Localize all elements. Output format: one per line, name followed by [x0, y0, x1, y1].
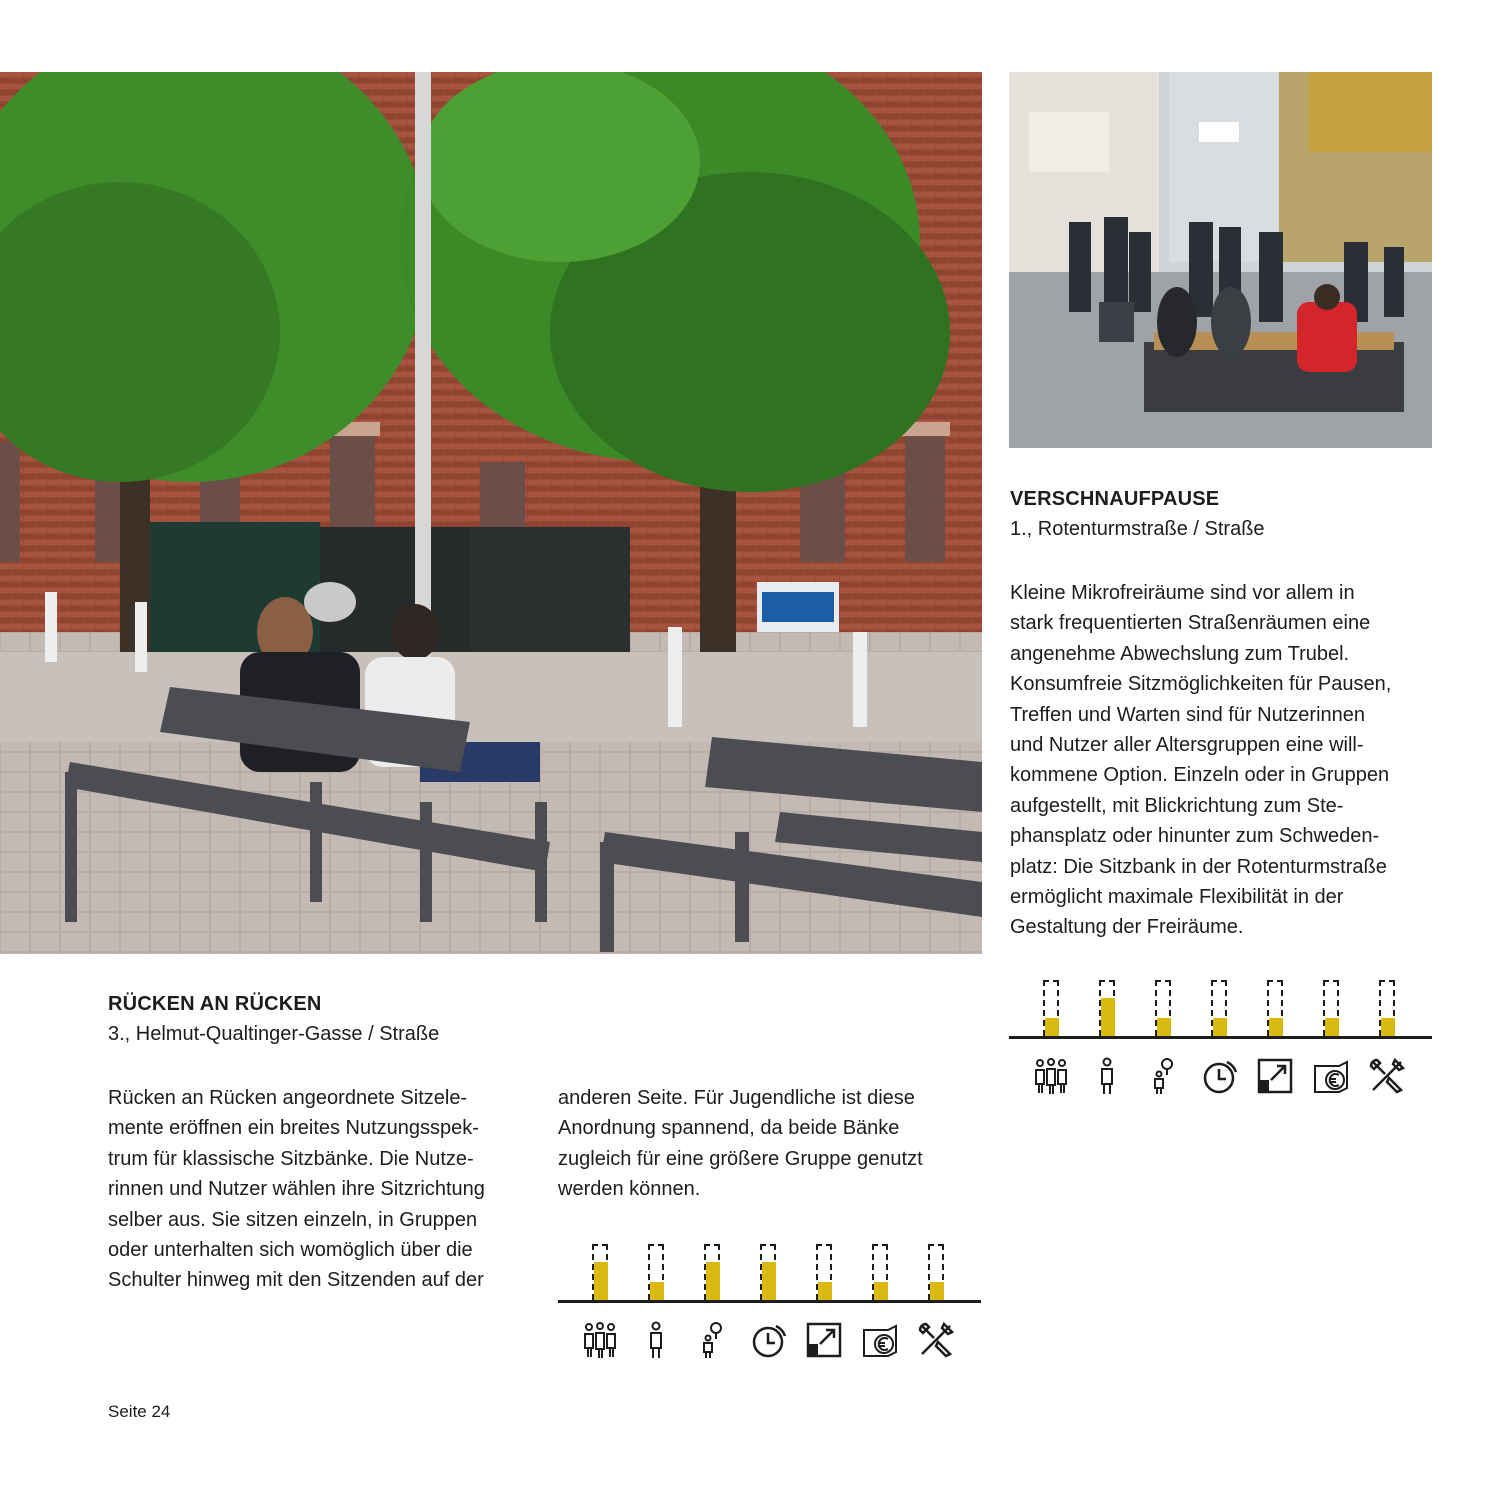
euro-cash-icon [1311, 1056, 1351, 1096]
body-line: Konsumfreie Sitzmöglichkeiten für Pausen, [1010, 673, 1392, 696]
rating-bar-fill [706, 1262, 720, 1300]
rating-bar-fill [1101, 998, 1115, 1036]
body-line: anderen Seite. Für Jugendliche ist diese [558, 1087, 915, 1109]
rating-bar-fill [594, 1262, 608, 1300]
child-icon [1143, 1056, 1183, 1096]
body-line: Schulter hinweg mit den Sitzenden auf der [108, 1269, 484, 1292]
rating-chart-right [1009, 976, 1432, 1106]
body-line: Treffen und Warten sind für Nutzerinnen [1010, 703, 1365, 726]
rating-bar [592, 1244, 608, 1300]
section-left-body-col2 [558, 1083, 988, 1205]
body-line: platz: Die Sitzbank in der Rotenturmstraße [1010, 855, 1387, 878]
body-line: mente eröffnen ein breites Nutzungsspek- [108, 1117, 479, 1140]
body-line: rinnen und Nutzer wählen ihre Sitzrichtung [108, 1178, 485, 1201]
tools-icon [1367, 1056, 1407, 1096]
rating-bar-fill [1325, 1018, 1339, 1036]
section-right-body [1010, 578, 1450, 943]
rating-bar [760, 1244, 776, 1300]
stairs-icon [1255, 1056, 1295, 1096]
side-photo-illustration [1009, 72, 1432, 448]
rating-bar [816, 1244, 832, 1300]
section-right-location: 1., Rotenturmstraße / Straße [1010, 518, 1265, 540]
rating-baseline [558, 1300, 981, 1303]
body-line: und Nutzer aller Altersgruppen eine will- [1010, 734, 1364, 757]
body-line: selber aus. Sie sitzen einzeln, in Gruppen [108, 1208, 478, 1231]
rating-bar-fill [650, 1282, 664, 1300]
rating-bar-fill [1269, 1018, 1283, 1036]
body-line: trum für klassische Sitzbänke. Die Nutze- [108, 1147, 474, 1170]
rating-bar [1155, 980, 1171, 1036]
section-left-title: RÜCKEN AN RÜCKEN [108, 993, 322, 1015]
body-line: aufgestellt, mit Blickrichtung zum Ste- [1010, 794, 1344, 817]
body-line: Kleine Mikrofreiräume sind vor allem in [1010, 582, 1355, 604]
stairs-icon [804, 1320, 844, 1360]
tools-icon [916, 1320, 956, 1360]
rating-bar [1043, 980, 1059, 1036]
body-line: phansplatz oder hinunter zum Schweden- [1010, 825, 1380, 848]
section-left-location: 3., Helmut-Qualtinger-Gasse / Straße [108, 1023, 440, 1045]
group-icon [1031, 1056, 1071, 1096]
clock-icon [1199, 1056, 1239, 1096]
child-icon [692, 1320, 732, 1360]
body-line: angenehme Abwechslung zum Trubel. [1010, 642, 1350, 665]
section-left-body-col1 [108, 1083, 548, 1296]
rating-bar [648, 1244, 664, 1300]
body-line: ermöglicht maximale Flexibilität in der [1010, 886, 1344, 909]
body-line: Anordnung spannend, da beide Bänke [558, 1117, 900, 1140]
body-line: Gestaltung der Freiräume. [1010, 916, 1244, 939]
main-photo [0, 72, 982, 954]
body-line: zugleich für eine größere Gruppe genutzt [558, 1147, 923, 1170]
body-line: kommene Option. Einzeln oder in Gruppen [1010, 764, 1390, 787]
rating-bar-fill [1381, 1018, 1395, 1036]
body-line: oder unterhalten sich womöglich über die [108, 1239, 473, 1262]
group-icon [580, 1320, 620, 1360]
rating-bar [928, 1244, 944, 1300]
rating-bar-fill [1213, 1018, 1227, 1036]
body-line: stark frequentierten Straßenräumen eine [1010, 612, 1371, 635]
euro-cash-icon [860, 1320, 900, 1360]
rating-bar [1267, 980, 1283, 1036]
rating-bar [1323, 980, 1339, 1036]
person-icon [1087, 1056, 1127, 1096]
page-number: Seite 24 [108, 1402, 171, 1421]
rating-bar [1379, 980, 1395, 1036]
rating-bar-fill [874, 1282, 888, 1300]
clock-icon [748, 1320, 788, 1360]
section-right-title: VERSCHNAUFPAUSE [1010, 488, 1220, 510]
rating-bar-fill [1157, 1018, 1171, 1036]
rating-bar-fill [762, 1262, 776, 1300]
rating-bar-fill [818, 1282, 832, 1300]
rating-bar [704, 1244, 720, 1300]
body-line: Rücken an Rücken angeordnete Sitzele- [108, 1087, 468, 1109]
rating-bar-fill [930, 1282, 944, 1300]
person-icon [636, 1320, 676, 1360]
rating-bar [1211, 980, 1227, 1036]
rating-bar [1099, 980, 1115, 1036]
rating-bar-fill [1045, 1018, 1059, 1036]
side-photo [1009, 72, 1432, 448]
rating-bar [872, 1244, 888, 1300]
rating-baseline [1009, 1036, 1432, 1039]
main-photo-illustration [0, 72, 982, 954]
body-line: werden können. [558, 1178, 701, 1201]
rating-chart-left [558, 1240, 981, 1370]
